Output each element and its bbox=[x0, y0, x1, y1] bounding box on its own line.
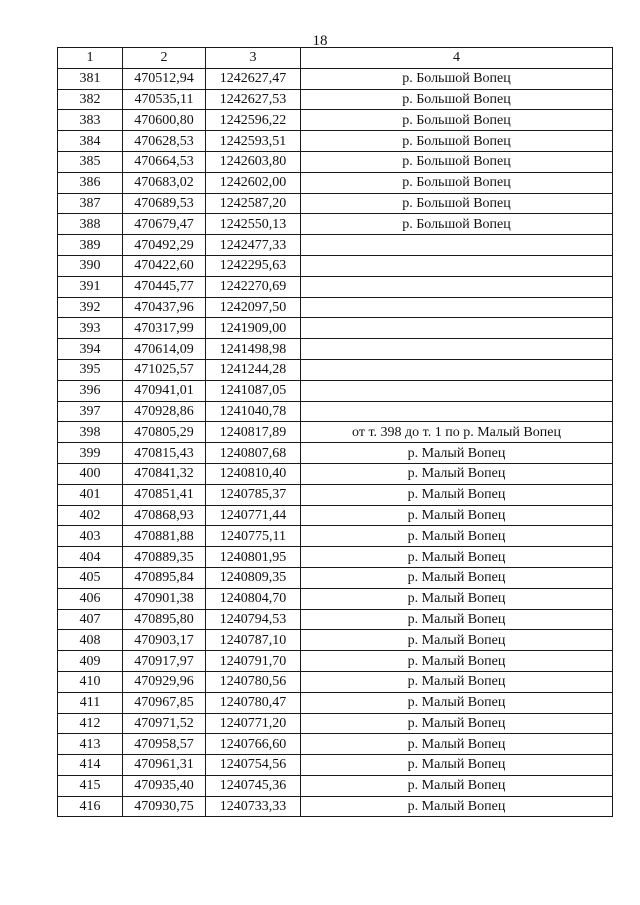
point-number-cell: 415 bbox=[58, 775, 123, 796]
point-number-cell: 404 bbox=[58, 547, 123, 568]
description-cell: р. Малый Вопец bbox=[301, 651, 613, 672]
description-cell: р. Малый Вопец bbox=[301, 443, 613, 464]
point-number-cell: 408 bbox=[58, 630, 123, 651]
x-coordinate-cell: 470628,53 bbox=[123, 131, 206, 152]
table-row bbox=[58, 671, 613, 692]
description-cell: р. Малый Вопец bbox=[301, 484, 613, 505]
table-row bbox=[58, 630, 613, 651]
point-number-cell: 398 bbox=[58, 422, 123, 443]
x-coordinate-cell: 470815,43 bbox=[123, 443, 206, 464]
table-row bbox=[58, 68, 613, 89]
table-row bbox=[58, 588, 613, 609]
description-cell bbox=[301, 276, 613, 297]
x-coordinate-cell: 470614,09 bbox=[123, 339, 206, 360]
table-row bbox=[58, 380, 613, 401]
table-row bbox=[58, 318, 613, 339]
y-coordinate-cell: 1242270,69 bbox=[206, 276, 301, 297]
x-coordinate-cell: 470512,94 bbox=[123, 68, 206, 89]
y-coordinate-cell: 1240817,89 bbox=[206, 422, 301, 443]
point-number-cell: 388 bbox=[58, 214, 123, 235]
description-cell bbox=[301, 359, 613, 380]
description-cell: р. Малый Вопец bbox=[301, 713, 613, 734]
x-coordinate-cell: 470889,35 bbox=[123, 547, 206, 568]
x-coordinate-cell: 470901,38 bbox=[123, 588, 206, 609]
description-cell: р. Малый Вопец bbox=[301, 588, 613, 609]
point-number-cell: 406 bbox=[58, 588, 123, 609]
point-number-cell: 407 bbox=[58, 609, 123, 630]
x-coordinate-cell: 470689,53 bbox=[123, 193, 206, 214]
table-row bbox=[58, 651, 613, 672]
description-cell: р. Малый Вопец bbox=[301, 796, 613, 817]
header-col-2: 2 bbox=[123, 48, 206, 69]
x-coordinate-cell: 470492,29 bbox=[123, 235, 206, 256]
y-coordinate-cell: 1242596,22 bbox=[206, 110, 301, 131]
description-cell bbox=[301, 297, 613, 318]
point-number-cell: 384 bbox=[58, 131, 123, 152]
y-coordinate-cell: 1240785,37 bbox=[206, 484, 301, 505]
description-cell: р. Малый Вопец bbox=[301, 505, 613, 526]
table-row bbox=[58, 235, 613, 256]
table-row bbox=[58, 255, 613, 276]
point-number-cell: 402 bbox=[58, 505, 123, 526]
y-coordinate-cell: 1240794,53 bbox=[206, 609, 301, 630]
x-coordinate-cell: 470317,99 bbox=[123, 318, 206, 339]
description-cell: р. Малый Вопец bbox=[301, 671, 613, 692]
x-coordinate-cell: 470895,84 bbox=[123, 567, 206, 588]
description-cell: р. Малый Вопец bbox=[301, 463, 613, 484]
y-coordinate-cell: 1242627,53 bbox=[206, 89, 301, 110]
y-coordinate-cell: 1241087,05 bbox=[206, 380, 301, 401]
point-number-cell: 400 bbox=[58, 463, 123, 484]
point-number-cell: 413 bbox=[58, 734, 123, 755]
y-coordinate-cell: 1242627,47 bbox=[206, 68, 301, 89]
x-coordinate-cell: 470928,86 bbox=[123, 401, 206, 422]
y-coordinate-cell: 1240754,56 bbox=[206, 755, 301, 776]
x-coordinate-cell: 470903,17 bbox=[123, 630, 206, 651]
y-coordinate-cell: 1241040,78 bbox=[206, 401, 301, 422]
table-row bbox=[58, 547, 613, 568]
table-row bbox=[58, 193, 613, 214]
x-coordinate-cell: 470535,11 bbox=[123, 89, 206, 110]
point-number-cell: 391 bbox=[58, 276, 123, 297]
description-cell: р. Большой Вопец bbox=[301, 110, 613, 131]
y-coordinate-cell: 1240809,35 bbox=[206, 567, 301, 588]
x-coordinate-cell: 470930,75 bbox=[123, 796, 206, 817]
x-coordinate-cell: 470679,47 bbox=[123, 214, 206, 235]
x-coordinate-cell: 470967,85 bbox=[123, 692, 206, 713]
table-row bbox=[58, 692, 613, 713]
table-row bbox=[58, 110, 613, 131]
table-row bbox=[58, 131, 613, 152]
table-row bbox=[58, 567, 613, 588]
description-cell: р. Малый Вопец bbox=[301, 526, 613, 547]
point-number-cell: 386 bbox=[58, 172, 123, 193]
table-row bbox=[58, 755, 613, 776]
point-number-cell: 401 bbox=[58, 484, 123, 505]
y-coordinate-cell: 1242602,00 bbox=[206, 172, 301, 193]
table-row bbox=[58, 505, 613, 526]
y-coordinate-cell: 1242477,33 bbox=[206, 235, 301, 256]
point-number-cell: 394 bbox=[58, 339, 123, 360]
x-coordinate-cell: 470664,53 bbox=[123, 151, 206, 172]
point-number-cell: 396 bbox=[58, 380, 123, 401]
x-coordinate-cell: 470437,96 bbox=[123, 297, 206, 318]
point-number-cell: 414 bbox=[58, 755, 123, 776]
x-coordinate-cell: 470958,57 bbox=[123, 734, 206, 755]
point-number-cell: 383 bbox=[58, 110, 123, 131]
table-row bbox=[58, 276, 613, 297]
table-row bbox=[58, 734, 613, 755]
table-row bbox=[58, 526, 613, 547]
y-coordinate-cell: 1242295,63 bbox=[206, 255, 301, 276]
table-row bbox=[58, 339, 613, 360]
description-cell: р. Малый Вопец bbox=[301, 630, 613, 651]
y-coordinate-cell: 1241244,28 bbox=[206, 359, 301, 380]
header-col-4: 4 bbox=[301, 48, 613, 69]
point-number-cell: 409 bbox=[58, 651, 123, 672]
description-cell: р. Малый Вопец bbox=[301, 692, 613, 713]
description-cell: р. Большой Вопец bbox=[301, 68, 613, 89]
description-cell bbox=[301, 339, 613, 360]
point-number-cell: 403 bbox=[58, 526, 123, 547]
description-cell: р. Малый Вопец bbox=[301, 755, 613, 776]
point-number-cell: 390 bbox=[58, 255, 123, 276]
y-coordinate-cell: 1242593,51 bbox=[206, 131, 301, 152]
y-coordinate-cell: 1240787,10 bbox=[206, 630, 301, 651]
y-coordinate-cell: 1242550,13 bbox=[206, 214, 301, 235]
description-cell: р. Малый Вопец bbox=[301, 609, 613, 630]
description-cell: р. Большой Вопец bbox=[301, 151, 613, 172]
table-row bbox=[58, 796, 613, 817]
point-number-cell: 397 bbox=[58, 401, 123, 422]
point-number-cell: 395 bbox=[58, 359, 123, 380]
x-coordinate-cell: 470851,41 bbox=[123, 484, 206, 505]
table-row bbox=[58, 775, 613, 796]
x-coordinate-cell: 470841,32 bbox=[123, 463, 206, 484]
table-row bbox=[58, 609, 613, 630]
x-coordinate-cell: 470868,93 bbox=[123, 505, 206, 526]
point-number-cell: 399 bbox=[58, 443, 123, 464]
x-coordinate-cell: 470805,29 bbox=[123, 422, 206, 443]
point-number-cell: 411 bbox=[58, 692, 123, 713]
description-cell: р. Малый Вопец bbox=[301, 547, 613, 568]
y-coordinate-cell: 1242587,20 bbox=[206, 193, 301, 214]
x-coordinate-cell: 470881,88 bbox=[123, 526, 206, 547]
y-coordinate-cell: 1242603,80 bbox=[206, 151, 301, 172]
description-cell: от т. 398 до т. 1 по р. Малый Вопец bbox=[301, 422, 613, 443]
table-row bbox=[58, 713, 613, 734]
description-cell: р. Малый Вопец bbox=[301, 734, 613, 755]
x-coordinate-cell: 470422,60 bbox=[123, 255, 206, 276]
table-row bbox=[58, 443, 613, 464]
x-coordinate-cell: 470895,80 bbox=[123, 609, 206, 630]
y-coordinate-cell: 1240780,56 bbox=[206, 671, 301, 692]
table-row bbox=[58, 297, 613, 318]
header-row bbox=[58, 48, 613, 69]
point-number-cell: 381 bbox=[58, 68, 123, 89]
y-coordinate-cell: 1240733,33 bbox=[206, 796, 301, 817]
header-col-3: 3 bbox=[206, 48, 301, 69]
x-coordinate-cell: 470929,96 bbox=[123, 671, 206, 692]
description-cell bbox=[301, 255, 613, 276]
x-coordinate-cell: 470961,31 bbox=[123, 755, 206, 776]
description-cell: р. Большой Вопец bbox=[301, 131, 613, 152]
y-coordinate-cell: 1240804,70 bbox=[206, 588, 301, 609]
x-coordinate-cell: 470445,77 bbox=[123, 276, 206, 297]
table-row bbox=[58, 422, 613, 443]
description-cell bbox=[301, 380, 613, 401]
y-coordinate-cell: 1240775,11 bbox=[206, 526, 301, 547]
description-cell: р. Малый Вопец bbox=[301, 775, 613, 796]
x-coordinate-cell: 470935,40 bbox=[123, 775, 206, 796]
table-body bbox=[58, 68, 613, 817]
description-cell: р. Малый Вопец bbox=[301, 567, 613, 588]
description-cell bbox=[301, 318, 613, 339]
table-row bbox=[58, 89, 613, 110]
x-coordinate-cell: 470917,97 bbox=[123, 651, 206, 672]
table-row bbox=[58, 172, 613, 193]
y-coordinate-cell: 1240780,47 bbox=[206, 692, 301, 713]
table-row bbox=[58, 214, 613, 235]
point-number-cell: 392 bbox=[58, 297, 123, 318]
y-coordinate-cell: 1240745,36 bbox=[206, 775, 301, 796]
point-number-cell: 385 bbox=[58, 151, 123, 172]
x-coordinate-cell: 470683,02 bbox=[123, 172, 206, 193]
y-coordinate-cell: 1240771,20 bbox=[206, 713, 301, 734]
x-coordinate-cell: 470941,01 bbox=[123, 380, 206, 401]
point-number-cell: 393 bbox=[58, 318, 123, 339]
y-coordinate-cell: 1240801,95 bbox=[206, 547, 301, 568]
point-number-cell: 382 bbox=[58, 89, 123, 110]
x-coordinate-cell: 470971,52 bbox=[123, 713, 206, 734]
description-cell bbox=[301, 401, 613, 422]
description-cell bbox=[301, 235, 613, 256]
point-number-cell: 412 bbox=[58, 713, 123, 734]
x-coordinate-cell: 470600,80 bbox=[123, 110, 206, 131]
y-coordinate-cell: 1240771,44 bbox=[206, 505, 301, 526]
y-coordinate-cell: 1241498,98 bbox=[206, 339, 301, 360]
table-row bbox=[58, 463, 613, 484]
y-coordinate-cell: 1242097,50 bbox=[206, 297, 301, 318]
point-number-cell: 405 bbox=[58, 567, 123, 588]
table-header bbox=[58, 48, 613, 69]
page-number: 18 bbox=[312, 33, 328, 49]
description-cell: р. Большой Вопец bbox=[301, 89, 613, 110]
point-number-cell: 410 bbox=[58, 671, 123, 692]
y-coordinate-cell: 1240810,40 bbox=[206, 463, 301, 484]
point-number-cell: 389 bbox=[58, 235, 123, 256]
y-coordinate-cell: 1240791,70 bbox=[206, 651, 301, 672]
coordinates-table bbox=[57, 47, 613, 817]
table-row bbox=[58, 151, 613, 172]
description-cell: р. Большой Вопец bbox=[301, 214, 613, 235]
header-col-1: 1 bbox=[58, 48, 123, 69]
x-coordinate-cell: 471025,57 bbox=[123, 359, 206, 380]
table-row bbox=[58, 359, 613, 380]
point-number-cell: 387 bbox=[58, 193, 123, 214]
y-coordinate-cell: 1240766,60 bbox=[206, 734, 301, 755]
y-coordinate-cell: 1240807,68 bbox=[206, 443, 301, 464]
table-row bbox=[58, 484, 613, 505]
description-cell: р. Большой Вопец bbox=[301, 193, 613, 214]
y-coordinate-cell: 1241909,00 bbox=[206, 318, 301, 339]
table-row bbox=[58, 401, 613, 422]
description-cell: р. Большой Вопец bbox=[301, 172, 613, 193]
point-number-cell: 416 bbox=[58, 796, 123, 817]
